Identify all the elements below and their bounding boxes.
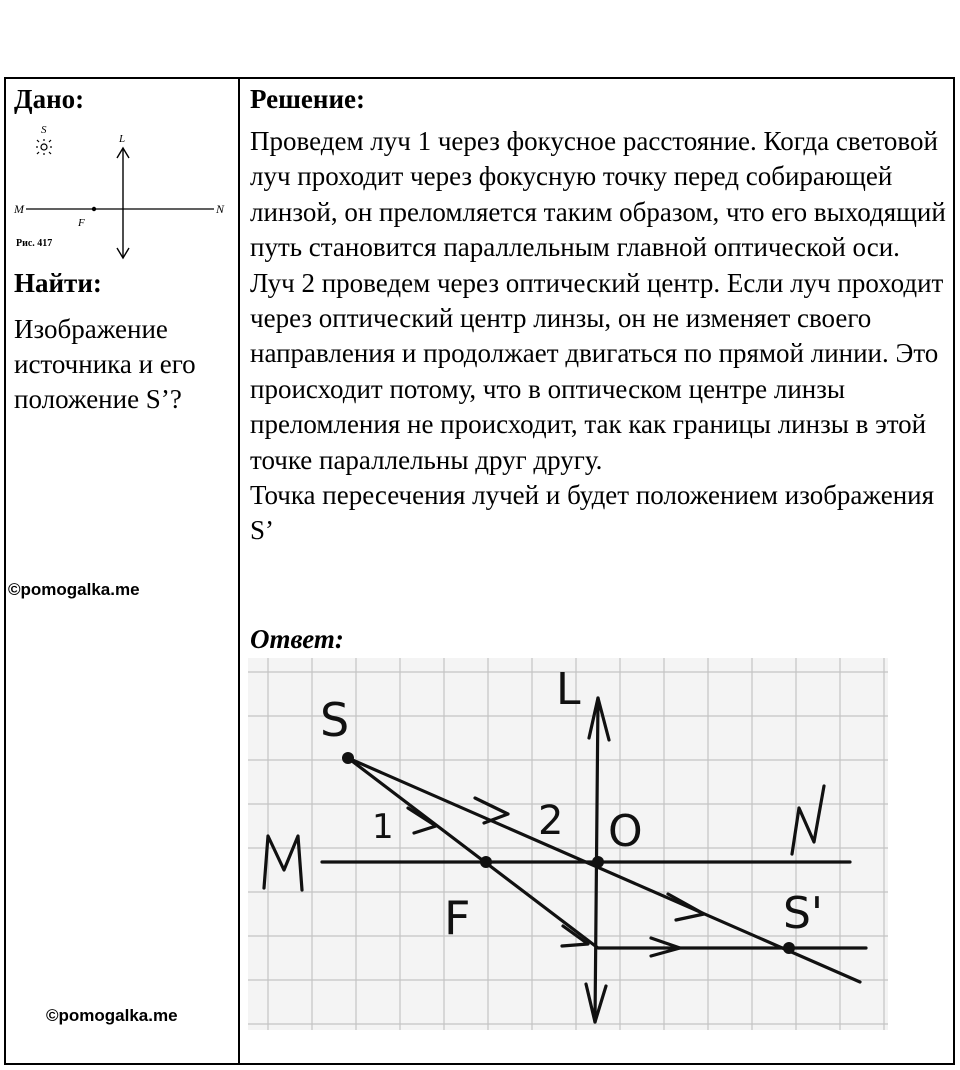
given-figure (8, 120, 234, 268)
solution-paragraph: Точка пересечения лучей и будет положением изображения S’ (250, 480, 935, 546)
source-point (342, 752, 354, 764)
fig-label-n: N (216, 202, 225, 216)
lens-icon (117, 148, 129, 258)
fig-label-s: S (41, 124, 47, 136)
label-ray-1: 1 (372, 807, 394, 847)
ray-diagram (248, 658, 888, 1030)
find-text: Изображение источника и его положение S’? (14, 314, 196, 414)
label-s-prime: S' (783, 888, 824, 939)
label-o: O (608, 806, 643, 857)
light-source-icon (36, 139, 52, 155)
optical-center-point (592, 856, 604, 868)
solution-text (250, 124, 950, 549)
label-f: F (444, 891, 471, 945)
watermark: ©pomogalka.me (46, 1006, 178, 1025)
label-l: L (556, 664, 581, 715)
label-ray-2: 2 (538, 798, 564, 844)
find-heading: Найти: (14, 268, 102, 298)
fig-label-l: L (119, 133, 126, 145)
fig-caption: Рис. 417 (16, 238, 53, 249)
image-point (783, 942, 795, 954)
solution-heading: Решение: (250, 84, 365, 114)
given-heading: Дано: (14, 84, 85, 114)
focus-point (480, 856, 492, 868)
solution-paragraph: Проведем луч 1 через фокусное расстояние. Когда световой луч проходит через фокусную точку перед собирающей линзой, он преломляется таким образом, что его выходящий путь становится параллельным главной оптической оси. (250, 126, 946, 263)
fig-label-f: F (78, 217, 85, 229)
solution-paragraph: Луч 2 проведем через оптический центр. Если луч проходит через оптический центр линзы, он не изменяет своего направления и продолжает двигаться по прямой линии. Это происходит потому, что в оптическом центре линзы преломления не происходит, так как границы линзы в этой точке параллельны друг другу. (250, 267, 944, 475)
label-s: S (320, 693, 350, 747)
fig-label-m: M (14, 202, 24, 216)
watermark: ©pomogalka.me (8, 580, 140, 599)
answer-heading: Ответ: (250, 624, 344, 654)
column-divider (238, 77, 240, 1065)
focus-point (92, 207, 96, 211)
